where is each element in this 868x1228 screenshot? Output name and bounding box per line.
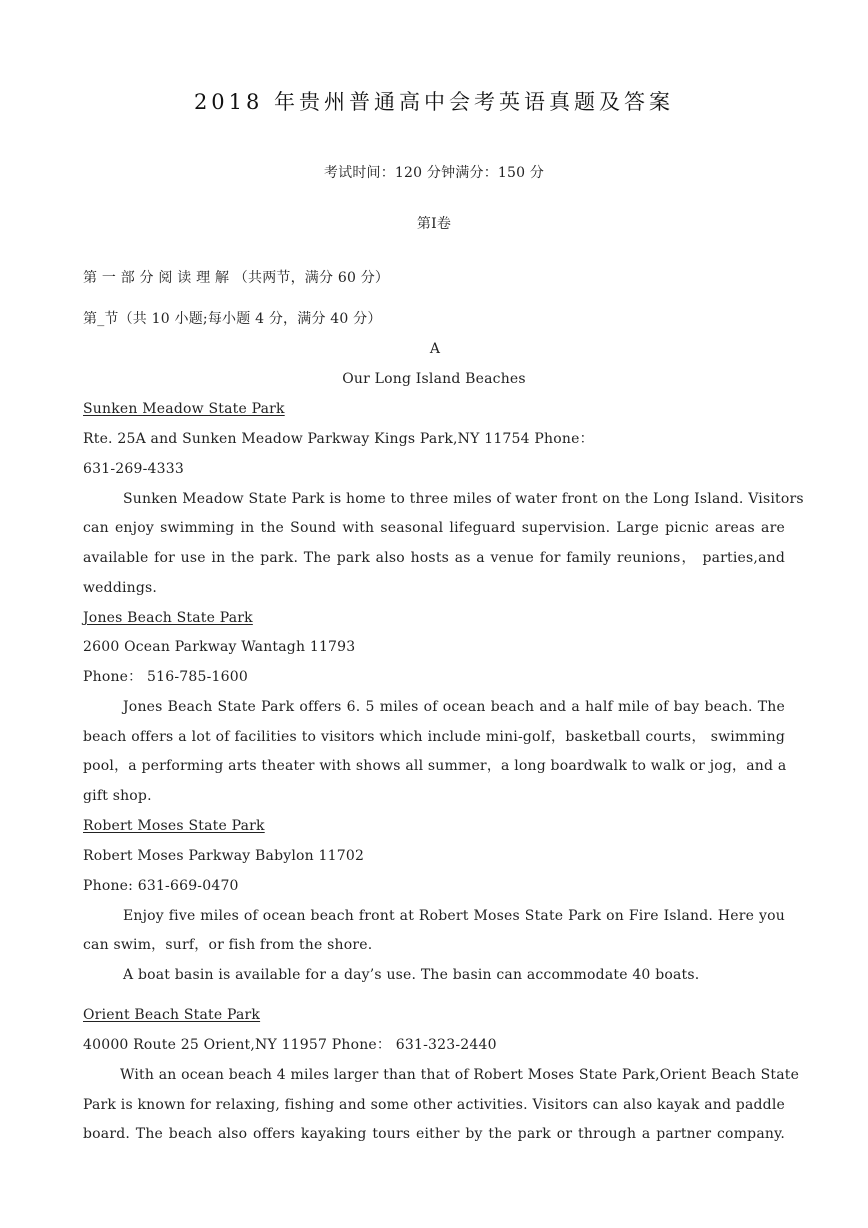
paragraph-line: beach offers a lot of facilities to visitors which include mini-golf，basketball courts， swimming: [83, 729, 785, 745]
paragraph-line: available for use in the park. The park also hosts as a venue for family reunions， parties,and: [83, 550, 785, 566]
park-name-robert-moses: Robert Moses State Park: [83, 818, 265, 834]
paragraph-line: Enjoy five miles of ocean beach front at Robert Moses State Park on Fire Island. Here you: [123, 908, 785, 924]
paragraph-line: board. The beach also offers kayaking tours either by the park or through a partner company.: [83, 1126, 785, 1142]
paragraph-line: can enjoy swimming in the Sound with seasonal lifeguard supervision. Large picnic areas are: [83, 520, 785, 536]
park-name-orient-beach: Orient Beach State Park: [83, 1007, 261, 1023]
part-heading: 第 一 部 分 阅 读 理 解 （共两节，满分 60 分）: [83, 270, 390, 286]
paragraph-line: Jones Beach State Park offers 6. 5 miles of ocean beach and a half mile of bay beach. The: [123, 699, 785, 715]
exam-info: 考试时间：120 分钟满分：150 分: [323, 165, 545, 181]
paragraph-line: can swim，surf，or fish from the shore.: [83, 937, 373, 953]
park-phone: Phone： 516-785-1600: [83, 669, 248, 685]
park-address: 2600 Ocean Parkway Wantagh 11793: [83, 639, 356, 655]
passage-title: Our Long Island Beaches: [342, 371, 526, 387]
paragraph-line: pool，a performing arts theater with shows all summer，a long boardwalk to walk or jog，and a: [83, 758, 787, 774]
park-name-jones-beach: Jones Beach State Park: [83, 610, 253, 626]
park-address: 40000 Route 25 Orient,NY 11957 Phone： 631-323-2440: [83, 1037, 497, 1053]
passage-label: A: [429, 341, 441, 357]
section-heading: 第_节（共 10 小题;每小题 4 分，满分 40 分）: [83, 311, 382, 327]
park-address: Rte. 25A and Sunken Meadow Parkway Kings Park,NY 11754 Phone：: [83, 431, 594, 447]
document-title: 2018 年贵州普通高中会考英语真题及答案: [193, 90, 675, 114]
park-phone: 631-269-4333: [83, 461, 184, 477]
park-address: Robert Moses Parkway Babylon 11702: [83, 848, 365, 864]
paragraph-line: Park is known for relaxing, fishing and some other activities. Visitors can also kayak and paddle: [83, 1097, 785, 1113]
paragraph-line: A boat basin is available for a day’s use. The basin can accommodate 40 boats.: [123, 967, 700, 983]
park-phone: Phone: 631-669-0470: [83, 878, 239, 894]
paragraph-line: Sunken Meadow State Park is home to three miles of water front on the Long Island. Visitors: [123, 491, 804, 507]
park-name-sunken-meadow: Sunken Meadow State Park: [83, 401, 285, 417]
paragraph-line: With an ocean beach 4 miles larger than that of Robert Moses State Park,Orient Beach State: [120, 1067, 800, 1083]
paragraph-line: gift shop.: [83, 788, 152, 804]
volume-heading: 第Ⅰ卷: [416, 216, 452, 232]
paragraph-line: weddings.: [83, 580, 158, 596]
